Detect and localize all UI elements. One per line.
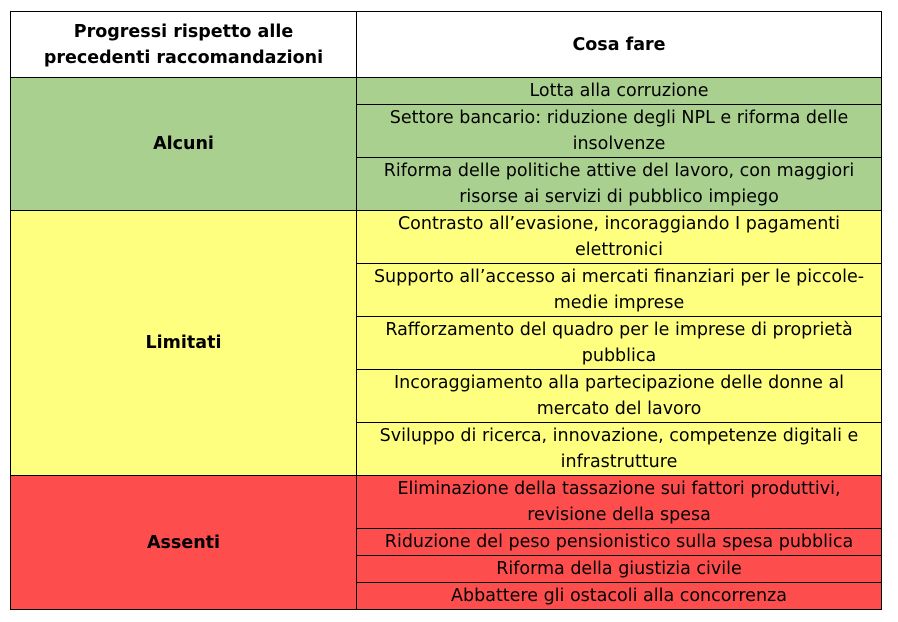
- table-row: [11, 211, 882, 264]
- action-item: Incoraggiamento alla partecipazione delle donne al mercato del lavoro: [357, 370, 882, 423]
- action-item: Abbattere gli ostacoli alla concorrenza: [357, 583, 882, 610]
- action-item: Contrasto all’evasione, incoraggiando I pagamenti elettronici: [357, 211, 882, 264]
- header-row: [11, 12, 882, 78]
- action-item: Rafforzamento del quadro per le imprese di proprietà pubblica: [357, 317, 882, 370]
- recommendations-table: [10, 11, 882, 610]
- group-label-alcuni: Alcuni: [11, 78, 357, 211]
- action-item: Lotta alla corruzione: [357, 78, 882, 105]
- group-label-assenti: Assenti: [11, 476, 357, 610]
- action-item: Sviluppo di ricerca, innovazione, competenze digitali e infrastrutture: [357, 423, 882, 476]
- action-item: Supporto all’accesso ai mercati finanziari per le piccole-medie imprese: [357, 264, 882, 317]
- action-item: Settore bancario: riduzione degli NPL e riforma delle insolvenze: [357, 105, 882, 158]
- group-label-limitati: Limitati: [11, 211, 357, 476]
- action-item: Eliminazione della tassazione sui fattori produttivi, revisione della spesa: [357, 476, 882, 529]
- header-todo: Cosa fare: [357, 12, 882, 78]
- table-row: [11, 476, 882, 529]
- table-row: [11, 78, 882, 105]
- header-progress: Progressi rispetto alle precedenti raccomandazioni: [11, 12, 357, 78]
- action-item: Riforma delle politiche attive del lavoro, con maggiori risorse ai servizi di pubblico impiego: [357, 158, 882, 211]
- action-item: Riforma della giustizia civile: [357, 556, 882, 583]
- action-item: Riduzione del peso pensionistico sulla spesa pubblica: [357, 529, 882, 556]
